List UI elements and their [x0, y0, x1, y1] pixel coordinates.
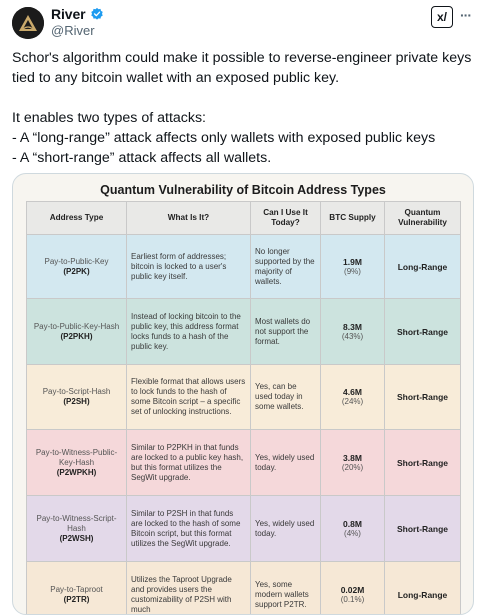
column-header: What Is It?: [127, 202, 251, 235]
figure-title: Quantum Vulnerability of Bitcoin Address Types: [13, 183, 473, 197]
address-type-cell: [27, 365, 127, 430]
vulnerability-table: [26, 201, 461, 615]
address-type-name: Pay-to-Witness-Public-Key-Hash: [36, 448, 117, 467]
usability-cell: Yes, some modern wallets support P2TR.: [251, 562, 321, 615]
table-row: [27, 496, 461, 562]
usability-cell: Most wallets do not support the format.: [251, 299, 321, 365]
vulnerability-cell: Short-Range: [385, 430, 461, 496]
supply-cell: [321, 430, 385, 496]
address-type-cell: [27, 430, 127, 496]
supply-amount: 3.8M: [325, 453, 380, 463]
supply-percent: (24%): [325, 397, 380, 407]
column-header: Quantum Vulnerability: [385, 202, 461, 235]
tweet-line: - A “short-range” attack affects all wallets.: [12, 148, 472, 168]
supply-percent: (9%): [325, 267, 380, 277]
supply-percent: (4%): [325, 529, 380, 539]
address-type-code: (P2SH): [31, 397, 122, 407]
usability-cell: Yes, widely used today.: [251, 496, 321, 562]
tweet-line: It enables two types of attacks:: [12, 108, 472, 128]
supply-cell: [321, 562, 385, 615]
supply-amount: 4.6M: [325, 387, 380, 397]
display-name[interactable]: River: [51, 6, 86, 22]
address-type-cell: [27, 562, 127, 615]
tweet-line: - A “long-range” attack affects only wallets with exposed public keys: [12, 128, 472, 148]
address-type-name: Pay-to-Public-Key: [44, 257, 108, 266]
table-header-row: [27, 202, 461, 235]
vulnerability-cell: Short-Range: [385, 365, 461, 430]
usability-cell: Yes, widely used today.: [251, 430, 321, 496]
supply-cell: [321, 365, 385, 430]
vulnerability-cell: Short-Range: [385, 299, 461, 365]
address-type-name: Pay-to-Script-Hash: [43, 387, 111, 396]
table-row: [27, 299, 461, 365]
address-type-name: Pay-to-Witness-Script-Hash: [36, 514, 116, 533]
address-type-code: (P2WPKH): [31, 468, 122, 478]
supply-percent: (43%): [325, 332, 380, 342]
supply-percent: (20%): [325, 463, 380, 473]
description-cell: Similar to P2PKH in that funds are locked to a public key hash, but this format utilizes the SegWit upgrade.: [127, 430, 251, 496]
address-type-code: (P2PK): [31, 267, 122, 277]
verified-badge-icon: [90, 7, 104, 21]
address-type-cell: [27, 299, 127, 365]
vulnerability-cell: Long-Range: [385, 562, 461, 615]
description-cell: Earliest form of addresses; bitcoin is locked to a user's public key itself.: [127, 235, 251, 299]
column-header: BTC Supply: [321, 202, 385, 235]
supply-cell: [321, 299, 385, 365]
tweet-line: Schor's algorithm could make it possible to reverse-engineer private keys tied to any bitcoin wallet with an exposed public key.: [12, 48, 472, 88]
author-name-row: [51, 6, 104, 22]
table-row: [27, 430, 461, 496]
supply-cell: [321, 496, 385, 562]
address-type-name: Pay-to-Taproot: [50, 585, 102, 594]
address-type-cell: [27, 235, 127, 299]
description-cell: Flexible format that allows users to lock funds to the hash of some Bitcoin script – a specific set of unlocking instructions.: [127, 365, 251, 430]
address-type-code: (P2PKH): [31, 332, 122, 342]
river-logo-icon: [12, 7, 44, 39]
supply-cell: [321, 235, 385, 299]
vulnerability-cell: Short-Range: [385, 496, 461, 562]
supply-amount: 8.3M: [325, 322, 380, 332]
table-row: [27, 562, 461, 615]
usability-cell: No longer supported by the majority of wallets.: [251, 235, 321, 299]
description-cell: Instead of locking bitcoin to the public key, this address format locks funds to a hash of the public key.: [127, 299, 251, 365]
table-row: [27, 365, 461, 430]
supply-percent: (0.1%): [325, 595, 380, 605]
column-header: Can I Use It Today?: [251, 202, 321, 235]
address-type-name: Pay-to-Public-Key-Hash: [34, 322, 119, 331]
address-type-cell: [27, 496, 127, 562]
description-cell: Utilizes the Taproot Upgrade and provides users the customizability of P2SH with much: [127, 562, 251, 615]
column-header: Address Type: [27, 202, 127, 235]
table-row: [27, 235, 461, 299]
address-type-code: (P2TR): [31, 595, 122, 605]
description-cell: Similar to P2SH in that funds are locked to the hash of some Bitcoin script, but this format utilizes the SegWit upgrade.: [127, 496, 251, 562]
more-options-icon[interactable]: ···: [460, 7, 471, 23]
user-handle[interactable]: @River: [51, 23, 95, 38]
avatar[interactable]: [12, 7, 44, 39]
supply-amount: 0.02M: [325, 585, 380, 595]
supply-amount: 0.8M: [325, 519, 380, 529]
address-type-code: (P2WSH): [31, 534, 122, 544]
vulnerability-cell: Long-Range: [385, 235, 461, 299]
supply-amount: 1.9M: [325, 257, 380, 267]
usability-cell: Yes, can be used today in some wallets.: [251, 365, 321, 430]
tweet-text: [12, 48, 472, 168]
grok-button[interactable]: x/: [431, 6, 453, 28]
tweet-media-image[interactable]: [12, 173, 474, 615]
